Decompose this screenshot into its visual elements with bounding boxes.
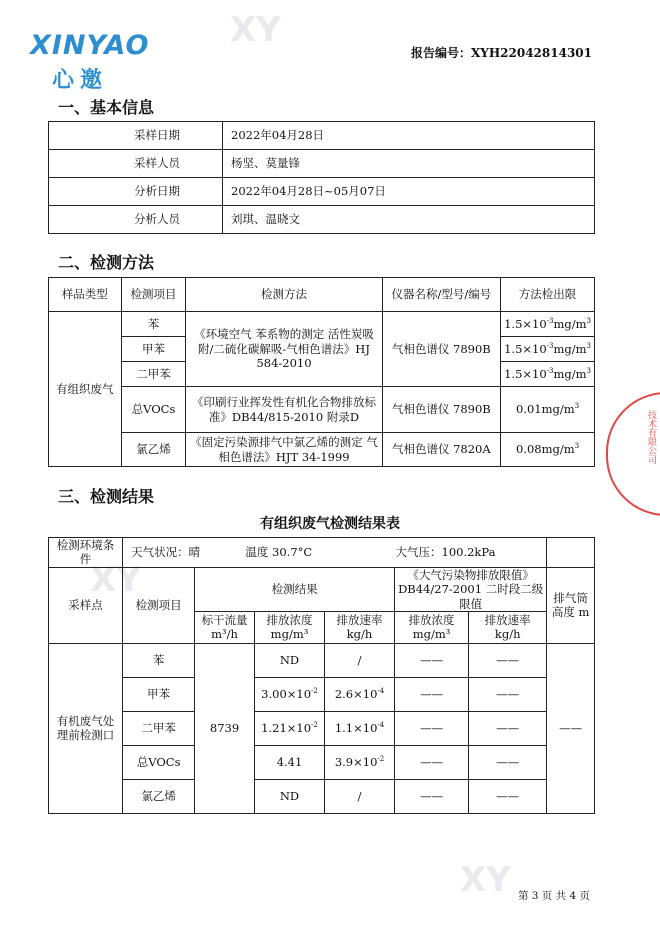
table-row	[49, 779, 595, 813]
header-cell: 排气筒高度 m	[547, 567, 595, 643]
results-table	[48, 537, 595, 814]
value-cell: 2022年04月28日	[223, 122, 595, 150]
header-cell: 排放速率 kg/h	[325, 611, 395, 643]
header-cell: 采样点	[49, 567, 123, 643]
instrument-cell: 气相色谱仪 7820A	[382, 433, 501, 467]
header-cell: 检测方法	[186, 278, 382, 312]
page-number: 第 3 页 共 4 页	[517, 890, 590, 902]
label-cell: 采样人员	[49, 150, 223, 178]
temperature-text: 温度 30.7°C	[245, 545, 313, 560]
rate-cell: $2.6\times 10^{-4}$	[325, 677, 395, 711]
company-seal-text: 技术有限公司	[646, 410, 656, 464]
instrument-cell: 气相色谱仪 7890B	[382, 387, 501, 433]
table-row	[49, 206, 595, 234]
rate-cell: /	[325, 643, 395, 677]
item-cell: 氯乙烯	[123, 779, 195, 813]
limit-conc-cell: ——	[395, 677, 469, 711]
limit-cell: $1.5\times 10^{-3}mg/m^3$	[501, 362, 595, 387]
method-cell: 《固定污染源排气中氯乙烯的测定 气相色谱法》HJT 34-1999	[186, 433, 382, 467]
table-row	[49, 150, 595, 178]
value-cell: 杨坚、莫量锋	[223, 150, 595, 178]
conc-cell: ND	[255, 643, 325, 677]
env-row	[49, 538, 595, 568]
limit-conc-cell: ——	[395, 745, 469, 779]
limit-conc-cell: ——	[395, 643, 469, 677]
results-table-title: 有组织废气检测结果表	[260, 516, 400, 532]
empty-cell	[547, 538, 595, 568]
limit-rate-cell: ——	[469, 745, 547, 779]
limit-cell: $1.5\times 10^{-3}mg/m^3$	[501, 337, 595, 362]
label-cell: 采样日期	[49, 122, 223, 150]
rate-cell: /	[325, 779, 395, 813]
table-row	[49, 745, 595, 779]
methods-table	[48, 277, 595, 467]
header-cell: 检测项目	[121, 278, 186, 312]
item-cell: 苯	[123, 643, 195, 677]
limit-rate-cell: ——	[469, 677, 547, 711]
value-cell: 2022年04月28日~05月07日	[223, 178, 595, 206]
section-title-basic-info: 一、基本信息	[58, 98, 155, 117]
header-cell: 检测项目	[123, 567, 195, 643]
value-cell: 刘琪、温晓文	[223, 206, 595, 234]
sample-type-cell: 有组织废气	[49, 312, 122, 467]
limit-rate-cell: ——	[469, 643, 547, 677]
limit-cell: $1.5\times 10^{-3}mg/m^3$	[501, 312, 595, 337]
conc-cell: 4.41	[255, 745, 325, 779]
watermark: XY	[460, 860, 511, 900]
section-title-methods: 二、检测方法	[58, 253, 155, 272]
limit-cell: $0.01mg/m^3$	[501, 387, 595, 433]
method-cell: 《印刷行业挥发性有机化合物排放标准》DB44/815-2010 附录D	[186, 387, 382, 433]
table-row	[49, 643, 595, 677]
height-cell: ——	[547, 643, 595, 813]
conc-cell: $1.21\times 10^{-2}$	[255, 711, 325, 745]
table-row	[49, 677, 595, 711]
header-cell: 检测结果	[195, 567, 395, 611]
label-cell: 分析人员	[49, 206, 223, 234]
limit-cell: $0.08mg/m^3$	[501, 433, 595, 467]
brand-logo: XINYAO	[30, 30, 150, 61]
header-cell: 仪器名称/型号/编号	[382, 278, 501, 312]
instrument-cell: 气相色谱仪 7890B	[382, 312, 501, 387]
limit-conc-cell: ——	[395, 779, 469, 813]
weather-text: 天气状况：晴	[131, 545, 201, 560]
env-label-cell: 检测环境条件	[49, 538, 123, 568]
item-cell: 总VOCs	[123, 745, 195, 779]
sampling-point-cell: 有机废气处理前检测口	[49, 643, 123, 813]
conc-cell: $3.00\times 10^{-2}$	[255, 677, 325, 711]
header-cell: 标干流量 m³/h	[195, 611, 255, 643]
basic-info-table	[48, 121, 595, 234]
table-row	[49, 312, 595, 337]
section-title-results: 三、检测结果	[58, 487, 155, 506]
header-cell: 排放速率 kg/h	[469, 611, 547, 643]
watermark: XY	[230, 10, 281, 50]
item-cell: 二甲苯	[123, 711, 195, 745]
header-cell: 样品类型	[49, 278, 122, 312]
item-cell: 苯	[121, 312, 186, 337]
report-number: 报告编号：XYH22042814301	[410, 46, 592, 60]
limit-conc-cell: ——	[395, 711, 469, 745]
standard-cell: 《大气污染物排放限值》DB44/27-2001 二时段二级限值	[395, 567, 547, 611]
item-cell: 二甲苯	[121, 362, 186, 387]
item-cell: 氯乙烯	[121, 433, 186, 467]
limit-rate-cell: ——	[469, 779, 547, 813]
pressure-text: 大气压：100.2kPa	[395, 545, 496, 560]
method-cell: 《环境空气 苯系物的测定 活性炭吸附/二硫化碳解吸-气相色谱法》HJ 584-2010	[186, 312, 382, 387]
flow-cell: 8739	[195, 643, 255, 813]
item-cell: 甲苯	[123, 677, 195, 711]
table-row	[49, 178, 595, 206]
header-cell: 方法检出限	[501, 278, 595, 312]
table-header-row	[49, 567, 595, 611]
brand-logo-sub: 心邀	[52, 68, 109, 93]
header-cell: 排放浓度 mg/m³	[395, 611, 469, 643]
label-cell: 分析日期	[49, 178, 223, 206]
item-cell: 甲苯	[121, 337, 186, 362]
item-cell: 总VOCs	[121, 387, 186, 433]
table-row	[49, 122, 595, 150]
env-values-cell	[123, 538, 547, 568]
header-cell: 排放浓度 mg/m³	[255, 611, 325, 643]
table-header-row	[49, 278, 595, 312]
watermark: XY	[90, 560, 141, 600]
rate-cell: $1.1\times 10^{-4}$	[325, 711, 395, 745]
table-row	[49, 433, 595, 467]
table-row	[49, 711, 595, 745]
conc-cell: ND	[255, 779, 325, 813]
limit-rate-cell: ——	[469, 711, 547, 745]
rate-cell: $3.9\times 10^{-2}$	[325, 745, 395, 779]
table-row	[49, 387, 595, 433]
